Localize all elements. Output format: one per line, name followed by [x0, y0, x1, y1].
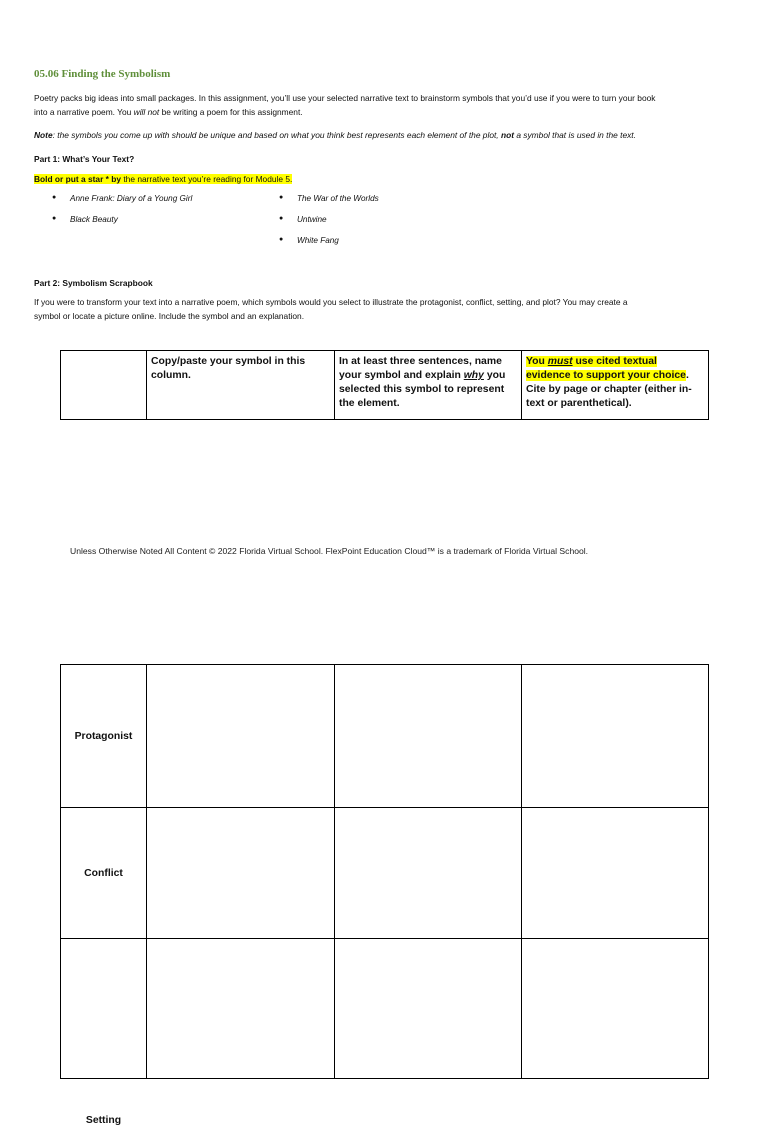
intro-line-2c: be writing a poem for this assignment. — [159, 106, 303, 117]
header-evidence-text — [522, 351, 708, 415]
part1-heading: Part 1: What’s Your Text? — [34, 154, 135, 164]
part1-instruction — [34, 173, 724, 187]
explanation-cell[interactable] — [335, 665, 522, 808]
note-label: Note — [34, 130, 53, 140]
header-evidence-d: . Cite by page or chapter (either in-text or parenthetical). — [526, 370, 692, 409]
row-label-setting-text: Setting — [85, 1115, 122, 1126]
evidence-cell[interactable] — [522, 939, 709, 1079]
part2-line-1: If you were to transform your text into a narrative poem, which symbols would you select to illustrate the protagonist, conflict, setting, and plot? You may create a — [34, 297, 628, 307]
symbol-cell[interactable] — [147, 939, 335, 1079]
part1-instruction-rest: the narrative text you’re reading for Module 5. — [121, 174, 293, 184]
part2-paragraph — [34, 296, 724, 323]
header-cell-symbol — [147, 351, 335, 420]
note-text-c: a symbol that is used in the text. — [514, 130, 636, 140]
book-title: The War of the Worlds — [297, 194, 379, 203]
copyright-footer: Unless Otherwise Noted All Content © 2022 Florida Virtual School. FlexPoint Education Cloud™ is a trademark of Florida Virtual School. — [70, 546, 589, 556]
document-title: 05.06 Finding the Symbolism — [34, 68, 171, 80]
row-label-conflict: Conflict — [61, 808, 147, 939]
book-title: Untwine — [297, 215, 327, 224]
header-explanation-why: why — [463, 370, 484, 381]
row-label-protagonist: Protagonist — [61, 665, 147, 808]
symbol-table-header — [60, 350, 709, 420]
evidence-cell[interactable] — [522, 808, 709, 939]
symbol-cell[interactable] — [147, 808, 335, 939]
intro-emphasis: will not — [133, 106, 160, 117]
note-not: not — [500, 130, 514, 140]
bullet-icon: ● — [279, 194, 284, 201]
header-symbol-text: Copy/paste your symbol in this column. — [151, 356, 306, 381]
explanation-cell[interactable] — [335, 939, 522, 1079]
header-explanation-text — [335, 351, 521, 415]
book-title: White Fang — [297, 236, 339, 245]
part2-heading: Part 2: Symbolism Scrapbook — [34, 278, 153, 288]
row-label-setting — [61, 939, 147, 1126]
header-explanation-c: you selected this symbol to represent the element. — [339, 370, 506, 409]
intro-paragraph — [34, 92, 724, 119]
header-blank-text — [61, 351, 146, 359]
table-row — [61, 808, 709, 939]
header-evidence-a: You — [526, 356, 548, 367]
header-evidence-c: use cited textual evidence to support your choice — [526, 356, 686, 381]
header-cell-evidence — [522, 351, 709, 420]
bullet-icon: ● — [279, 215, 284, 222]
bullet-icon: ● — [52, 215, 57, 222]
part2-line-2: symbol or locate a picture online. Include the symbol and an explanation. — [34, 310, 305, 321]
table-row — [61, 939, 709, 1079]
header-explanation-a: In at least three sentences, name your symbol and explain — [339, 356, 502, 381]
table-row — [61, 665, 709, 808]
intro-line-1: Poetry packs big ideas into small packages. In this assignment, you’ll use your selected narrative text to brainstorm symbols that you’d use if you were to turn your book — [34, 93, 656, 103]
symbol-table-body — [60, 664, 709, 1126]
header-cell-explanation — [335, 351, 522, 420]
book-title: Anne Frank: Diary of a Young Girl — [70, 194, 193, 203]
part1-instruction-bold: Bold or put a star * by — [34, 174, 122, 184]
book-title: Black Beauty — [70, 215, 118, 224]
note-paragraph — [34, 129, 724, 143]
evidence-cell[interactable] — [522, 665, 709, 808]
bullet-icon: ● — [52, 194, 57, 201]
explanation-cell[interactable] — [335, 808, 522, 939]
note-text-a: : the symbols you come up with should be unique and based on what you think best represents each element of the plot, — [52, 130, 501, 140]
header-cell-blank — [61, 351, 147, 420]
header-evidence-must: must — [547, 356, 573, 367]
intro-line-2a: into a narrative poem. You — [34, 106, 134, 117]
symbol-cell[interactable] — [147, 665, 335, 808]
bullet-icon: ● — [279, 236, 284, 243]
